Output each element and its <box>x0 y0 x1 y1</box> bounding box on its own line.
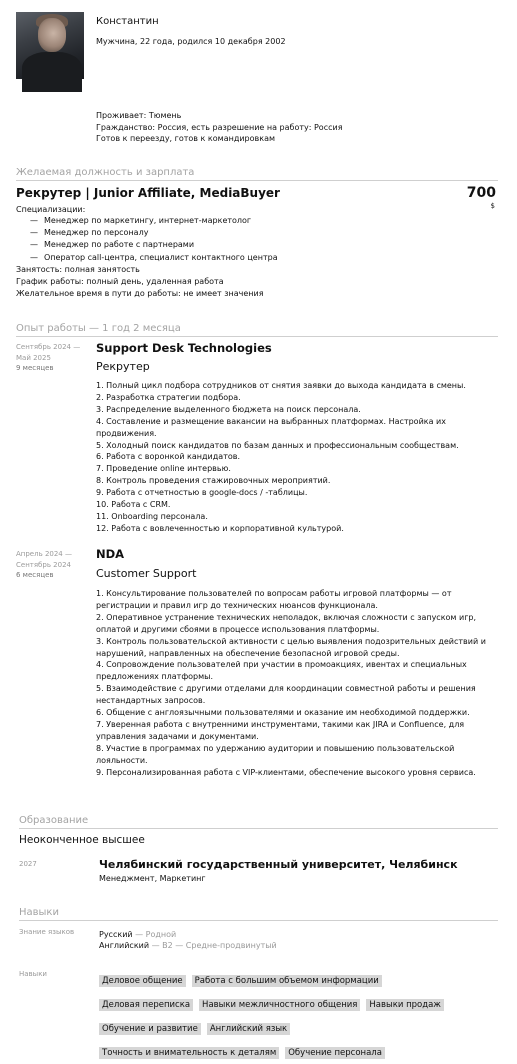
travel-time: Желательное время в пути до работы: не имеет значения <box>16 289 264 298</box>
position-divider <box>16 180 498 181</box>
education-year: 2027 <box>19 860 37 868</box>
skill-tag: Точность и внимательность к деталям <box>99 1047 279 1059</box>
profile-summary: Мужчина, 22 года, родился 10 декабря 2002 <box>96 37 286 46</box>
duty-item: 7. Проведение online интервью. <box>96 464 231 474</box>
job-period-start: Сентябрь 2024 — <box>16 343 81 351</box>
duty-item: 1. Полный цикл подбора сотрудников от снятия заявки до выхода кандидата в смены. <box>96 381 466 390</box>
skill-tag: Обучение и развитие <box>99 1023 201 1035</box>
profile-photo <box>16 12 84 79</box>
duty-item: 10. Работа с CRM. <box>96 500 171 510</box>
language-name: Английский <box>99 941 150 950</box>
job-period <box>16 342 94 374</box>
specialization-item: — Менеджер по работе с партнерами <box>30 239 278 251</box>
duty-item: 5. Холодный поиск кандидатов по базам данных и профессиональным сообществам. <box>96 440 459 450</box>
job-period-start: Апрель 2024 — <box>16 550 72 558</box>
duty-item: 12. Работа с вовлеченностью и корпоративной культурой. <box>96 523 344 533</box>
work-schedule: График работы: полный день, удаленная работа <box>16 277 224 286</box>
profile-relocation: Готов к переезду, готов к командировкам <box>96 134 276 143</box>
duty-item: 4. Сопровождение пользователей при участии в промоакциях, ивентах и специальных предложениях платформы. <box>96 660 467 682</box>
duty-item: 8. Участие в программах по удержанию аудитории и повышению пользовательской лояльности. <box>96 743 455 765</box>
duty-item: 7. Уверенная работа с внутренними инструментами, такими как JIRA и Confluence, для управления задачами и документами. <box>96 719 465 741</box>
job-period-end: Сентябрь 2024 <box>16 560 71 569</box>
duty-item: 4. Составление и размещение вакансии на выбранных платформах. Настройка их продвижения. <box>96 416 446 438</box>
skill-tag: Навыки продаж <box>366 999 444 1011</box>
education-divider <box>19 828 498 829</box>
skill-tag: Деловая переписка <box>99 999 193 1011</box>
language-name: Русский <box>99 930 133 939</box>
job-period-end: Май 2025 <box>16 353 51 362</box>
profile-residence: Проживает: Тюмень <box>96 111 182 120</box>
education-section-title: Образование <box>19 815 89 826</box>
specializations-list <box>30 215 278 264</box>
language-item <box>99 929 176 941</box>
profile-citizenship: Гражданство: Россия, есть разрешение на работу: Россия <box>96 123 343 132</box>
specialization-item: — Менеджер по маркетингу, интернет-маркетолог <box>30 215 278 227</box>
salary-value: 700 <box>466 185 496 201</box>
job-role: Рекрутер <box>96 360 150 373</box>
duty-item: 1. Консультирование пользователей по вопросам работы игровой платформы — от регистрации и правил игр до технических нюансов функционала. <box>96 589 452 610</box>
skill-tag: Навыки межличностного общения <box>199 999 360 1011</box>
education-level: Неоконченное высшее <box>19 834 145 846</box>
duty-item: 3. Контроль пользовательской активности с целью выявления подозрительных действий и нарушений, направленных на обеспечение безопасной игровой среды. <box>96 636 486 658</box>
job-company: Support Desk Technologies <box>96 341 272 355</box>
salary-currency: $ <box>490 202 495 210</box>
duty-item: 6. Общение с англоязычными пользователями и оказание им необходимой поддержки. <box>96 708 470 718</box>
skill-tag: Обучение персонала <box>285 1047 385 1059</box>
duty-item: 2. Разработка стратегии подбора. <box>96 392 241 402</box>
skills-section-title: Навыки <box>19 907 59 918</box>
language-item <box>99 940 277 952</box>
duty-item: 2. Оперативное устранение технических неполадок, включая сложности с запуском игр, оплатой и другими сбоями в процессе использования платформы. <box>96 612 477 634</box>
job-company: NDA <box>96 547 125 561</box>
languages-label: Знание языков <box>19 928 75 936</box>
employment-type: Занятость: полная занятость <box>16 265 140 274</box>
education-institution: Челябинский государственный университет, Челябинск <box>99 858 458 871</box>
job-duration: 9 месяцев <box>16 364 54 372</box>
job-duration: 6 месяцев <box>16 571 54 579</box>
education-faculty: Менеджмент, Маркетинг <box>99 874 206 883</box>
skill-tag: Деловое общение <box>99 975 186 987</box>
skills-label: Навыки <box>19 970 47 978</box>
duty-item: 9. Работа с отчетностью в google-docs / -таблицы. <box>96 488 308 498</box>
skills-divider <box>19 920 498 921</box>
specialization-item: — Менеджер по персоналу <box>30 227 278 239</box>
experience-divider <box>16 336 498 337</box>
duty-item: 3. Распределение выделенного бюджета на поиск персонала. <box>96 404 361 414</box>
specialization-item: — Оператор call-центра, специалист контактного центра <box>30 252 278 264</box>
duty-item: 9. Персонализированная работа с VIP-клиентами, обеспечение высокого уровня сервиса. <box>96 767 476 777</box>
specializations-label: Специализации: <box>16 205 86 214</box>
skill-tag: Работа с большим объемом информации <box>192 975 382 987</box>
duty-item: 5. Взаимодействие с другими отделами для координации совместной работы и решения нестандартных запросов. <box>96 684 476 706</box>
profile-name: Константин <box>96 16 159 27</box>
language-level: — Родной <box>135 930 177 939</box>
job-duties <box>96 588 496 779</box>
language-level: — B2 — Средне-продвинутый <box>151 941 277 950</box>
position-section-title: Желаемая должность и зарплата <box>16 167 195 178</box>
position-title: Рекрутер | Junior Affiliate, MediaBuyer <box>16 186 280 200</box>
experience-section-title: Опыт работы — 1 год 2 месяца <box>16 323 181 334</box>
job-role: Customer Support <box>96 567 197 580</box>
job-period <box>16 549 94 581</box>
duty-item: 11. Onboarding персонала. <box>96 511 208 521</box>
skill-tag: Английский язык <box>207 1023 290 1035</box>
duty-item: 8. Контроль проведения стажировочных мероприятий. <box>96 476 331 486</box>
duty-item: 6. Работа с воронкой кандидатов. <box>96 452 240 462</box>
skill-tags <box>99 968 499 1064</box>
job-duties <box>96 380 496 535</box>
